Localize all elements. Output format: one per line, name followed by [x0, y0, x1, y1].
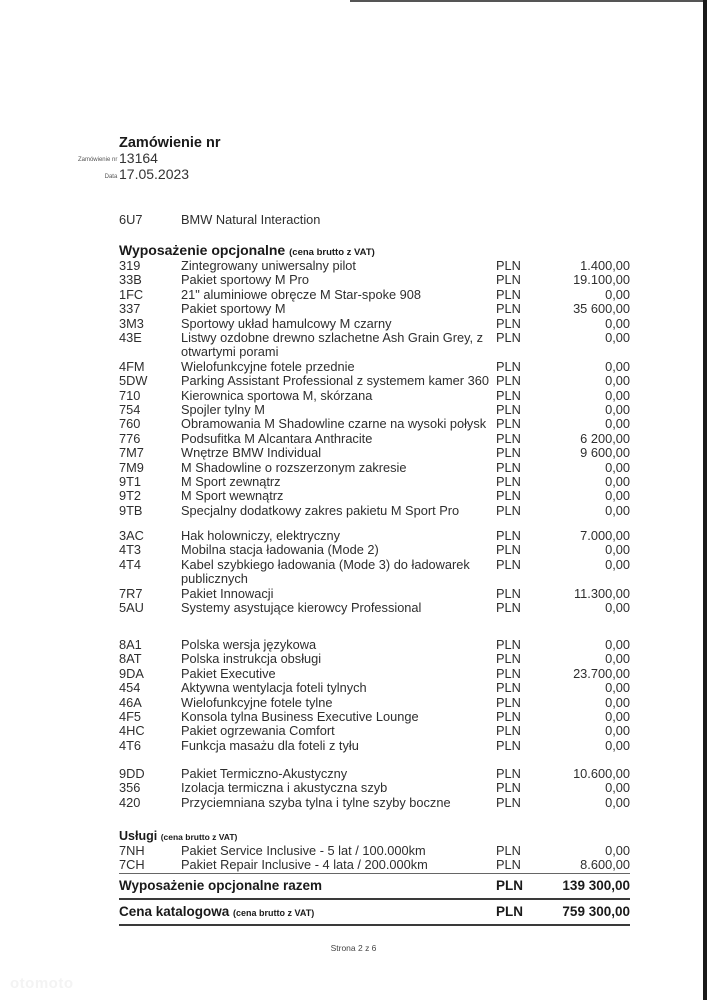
order-number-label — [0, 157, 119, 163]
order-title: Zamówienie nr — [119, 135, 221, 151]
catalog-price-amount: 759 300,00 — [562, 904, 630, 919]
item-currency: PLN — [496, 651, 521, 667]
catalog-label-text: Cena katalogowa — [119, 904, 230, 919]
item-code: 4T3 — [119, 542, 142, 558]
item-row — [119, 403, 630, 417]
item-amount: 9 600,00 — [580, 445, 630, 461]
item-description: Podsufitka M Alcantara Anthracite — [181, 430, 373, 446]
item-amount: 7.000,00 — [580, 528, 630, 543]
item-code: 760 — [119, 416, 141, 432]
item-code: 7M9 — [119, 459, 144, 475]
item-description: Pakiet ogrzewania Comfort — [181, 723, 335, 739]
catalog-price-row — [119, 904, 630, 919]
item-amount: 0,00 — [605, 330, 630, 345]
item-currency: PLN — [496, 794, 521, 810]
item-currency: PLN — [496, 766, 521, 781]
item-row — [119, 389, 630, 403]
item-currency: PLN — [496, 585, 521, 601]
item-code: 4HC — [119, 723, 145, 739]
item-currency: PLN — [496, 387, 521, 403]
item-row — [119, 417, 630, 431]
item-code: 4T4 — [119, 556, 142, 572]
item-amount: 0,00 — [605, 680, 630, 696]
item-description: Sportowy układ hamulcowy M czarny — [181, 315, 392, 331]
item-code: 420 — [119, 794, 141, 810]
item-row — [119, 374, 630, 388]
item-currency: PLN — [496, 723, 521, 739]
optional-total-currency: PLN — [496, 878, 523, 893]
item-row — [119, 302, 630, 316]
item-row-continuation — [119, 345, 630, 359]
item-amount: 0,00 — [605, 402, 630, 417]
item-description: Wielofunkcyjne fotele tylne — [181, 694, 333, 710]
item-code: 3M3 — [119, 315, 144, 331]
item-description: Pakiet sportowy M Pro — [181, 272, 310, 288]
item-amount: 0,00 — [605, 416, 630, 432]
item-description: Aktywna wentylacja foteli tylnych — [181, 680, 367, 696]
item-currency: PLN — [496, 737, 521, 753]
item-code: 337 — [119, 301, 141, 317]
optional-total-label: Wyposażenie opcjonalne razem — [119, 878, 323, 893]
item-row — [119, 652, 630, 666]
optional-equipment-heading — [119, 242, 375, 258]
item-amount: 0,00 — [605, 651, 630, 667]
item-description: Kabel szybkiego ładowania (Mode 3) do ładowarek — [181, 556, 470, 572]
item-row — [119, 681, 630, 695]
services-heading — [119, 829, 237, 843]
item-amount: 0,00 — [605, 737, 630, 753]
item-code: 6U7 — [119, 212, 143, 227]
item-description: Pakiet Executive — [181, 665, 276, 681]
item-code: 4F5 — [119, 709, 142, 724]
service-code: 7CH — [119, 857, 145, 873]
item-description: 21" aluminiowe obręcze M Star-spoke 908 — [181, 286, 421, 302]
item-row — [119, 432, 630, 446]
service-row — [119, 858, 630, 872]
service-description: Pakiet Service Inclusive - 5 lat / 100.000km — [181, 843, 426, 858]
item-code: 7R7 — [119, 585, 143, 601]
item-row — [119, 558, 630, 572]
item-amount: 1.400,00 — [580, 258, 630, 273]
item-code: 43E — [119, 330, 142, 345]
item-code: 3AC — [119, 528, 144, 543]
item-row — [119, 360, 630, 374]
item-row — [119, 767, 630, 781]
item-currency: PLN — [496, 416, 521, 432]
item-amount: 35 600,00 — [573, 301, 630, 317]
item-description: Izolacja termiczna i akustyczna szyb — [181, 780, 388, 796]
item-currency: PLN — [496, 474, 521, 489]
item-row — [119, 475, 630, 489]
item-amount: 0,00 — [605, 387, 630, 403]
item-code: 7M7 — [119, 445, 144, 461]
item-row — [119, 739, 630, 753]
item-amount: 23.700,00 — [573, 665, 630, 681]
item-row — [119, 601, 630, 615]
item-code: 46A — [119, 694, 142, 710]
item-code: 9DD — [119, 766, 145, 781]
item-currency: PLN — [496, 600, 521, 615]
item-description: M Sport zewnątrz — [181, 474, 281, 489]
catalog-price-currency: PLN — [496, 904, 523, 919]
item-row — [119, 587, 630, 601]
services-heading-text: Usługi — [119, 829, 158, 843]
optional-heading-text: Wyposażenie opcjonalne — [119, 242, 286, 258]
item-row — [119, 331, 630, 345]
service-amount: 8.600,00 — [580, 857, 630, 873]
scan-edge-right — [703, 0, 707, 1000]
item-description: Pakiet Termiczno-Akustyczny — [181, 766, 348, 781]
item-amount: 0,00 — [605, 474, 630, 489]
item-description: M Sport wewnątrz — [181, 488, 284, 504]
item-description: Listwy ozdobne drewno szlachetne Ash Grain Grey, z — [181, 330, 484, 345]
item-amount: 11.300,00 — [574, 585, 630, 601]
item-amount: 0,00 — [605, 315, 630, 331]
item-currency: PLN — [496, 430, 521, 446]
item-currency: PLN — [496, 373, 521, 389]
item-code: 9T2 — [119, 488, 142, 504]
item-row — [119, 317, 630, 331]
optional-total-amount: 139 300,00 — [562, 878, 630, 893]
item-code: 4T6 — [119, 737, 142, 753]
item-amount: 0,00 — [605, 694, 630, 710]
item-description: M Shadowline o rozszerzonym zakresie — [181, 459, 407, 475]
item-currency: PLN — [496, 445, 521, 461]
item-row — [119, 696, 630, 710]
order-number: 13164 — [119, 150, 158, 166]
item-amount: 19.100,00 — [573, 272, 630, 288]
item-description: Przyciemniana szyba tylna i tylne szyby boczne — [181, 794, 451, 810]
item-amount: 0,00 — [605, 286, 630, 302]
item-currency: PLN — [496, 680, 521, 696]
item-description: Wielofunkcyjne fotele przednie — [181, 358, 355, 374]
item-currency: PLN — [496, 556, 521, 572]
item-code: 8AT — [119, 651, 142, 667]
item-row — [119, 288, 630, 302]
item-currency: PLN — [496, 286, 521, 302]
service-code: 7NH — [119, 843, 145, 858]
watermark: otomoto — [10, 975, 74, 992]
item-amount: 10.600,00 — [573, 766, 630, 781]
item-description: Parking Assistant Professional z systemem kamer 360 — [181, 373, 489, 389]
date-label-text: Data — [104, 174, 118, 180]
item-code: 454 — [119, 680, 141, 696]
divider — [119, 898, 630, 900]
item-currency: PLN — [496, 272, 521, 288]
item-description-continued: publicznych — [181, 571, 248, 587]
item-code: 5AU — [119, 600, 144, 615]
item-currency: PLN — [496, 709, 521, 724]
item-code: 9T1 — [119, 474, 142, 489]
item-description: Funkcja masażu dla foteli z tyłu — [181, 737, 359, 753]
item-description: Systemy asystujące kierowcy Professional — [181, 600, 422, 615]
item-currency: PLN — [496, 459, 521, 475]
item-amount: 0,00 — [605, 723, 630, 739]
item-currency: PLN — [496, 488, 521, 504]
item-code: 4FM — [119, 358, 145, 374]
date-label — [0, 174, 119, 180]
service-row — [119, 844, 630, 858]
item-description: Polska instrukcja obsługi — [181, 651, 322, 667]
item-code: 1FC — [119, 286, 144, 302]
item-row — [119, 446, 630, 460]
item-code: 356 — [119, 780, 141, 796]
item-currency: PLN — [496, 330, 521, 345]
item-code: 319 — [119, 258, 141, 273]
item-currency: PLN — [496, 542, 521, 558]
item-currency: PLN — [496, 502, 521, 518]
item-description: Mobilna stacja ładowania (Mode 2) — [181, 542, 379, 558]
item-description: Spojler tylny M — [181, 402, 265, 417]
item-currency: PLN — [496, 694, 521, 710]
item-description: Polska wersja językowa — [181, 637, 317, 652]
item-currency: PLN — [496, 258, 521, 273]
item-row — [119, 543, 630, 557]
item-amount: 0,00 — [605, 600, 630, 615]
item-row-continuation — [119, 572, 630, 586]
item-code: 33B — [119, 272, 142, 288]
item-row — [119, 796, 630, 810]
intro-item-row — [119, 213, 630, 227]
item-row — [119, 259, 630, 273]
item-amount: 0,00 — [605, 780, 630, 796]
item-description-continued: otwartymi porami — [181, 344, 279, 360]
item-row — [119, 710, 630, 724]
item-description: Konsola tylna Business Executive Lounge — [181, 709, 419, 724]
item-description: Pakiet sportowy M — [181, 301, 286, 317]
catalog-price-label — [119, 904, 314, 919]
item-amount: 0,00 — [605, 459, 630, 475]
service-currency: PLN — [496, 843, 521, 858]
item-row — [119, 667, 630, 681]
item-row — [119, 504, 630, 518]
page-number: Strona 2 z 6 — [330, 943, 377, 953]
item-currency: PLN — [496, 315, 521, 331]
item-code: 776 — [119, 430, 141, 446]
item-amount: 0,00 — [605, 637, 630, 652]
item-amount: 0,00 — [605, 502, 630, 518]
item-currency: PLN — [496, 301, 521, 317]
item-amount: 0,00 — [605, 556, 630, 572]
scan-edge-top — [350, 0, 707, 2]
item-row — [119, 638, 630, 652]
optional-heading-note: (cena brutto z VAT) — [289, 247, 375, 258]
item-description: BMW Natural Interaction — [181, 212, 321, 227]
item-row — [119, 724, 630, 738]
item-description: Kierownica sportowa M, skórzana — [181, 387, 373, 403]
order-number-label-text: Zamówienie nr — [77, 157, 118, 163]
item-row — [119, 461, 630, 475]
item-row — [119, 489, 630, 503]
divider — [119, 873, 630, 874]
item-row — [119, 529, 630, 543]
optional-total-row — [119, 878, 630, 893]
item-code: 8A1 — [119, 637, 142, 652]
item-description: Wnętrze BMW Individual — [181, 445, 322, 461]
item-amount: 6 200,00 — [580, 430, 630, 446]
item-description: Zintegrowany uniwersalny pilot — [181, 258, 356, 273]
item-currency: PLN — [496, 665, 521, 681]
item-code: 5DW — [119, 373, 148, 389]
item-code: 754 — [119, 402, 141, 417]
item-description: Specjalny dodatkowy zakres pakietu M Sport Pro — [181, 502, 460, 518]
item-row — [119, 781, 630, 795]
item-amount: 0,00 — [605, 542, 630, 558]
item-currency: PLN — [496, 402, 521, 417]
order-date: 17.05.2023 — [119, 166, 190, 182]
item-code: 9TB — [119, 502, 143, 518]
services-heading-note: (cena brutto z VAT) — [160, 832, 238, 842]
item-description: Obramowania M Shadowline czarne na wysoki połysk — [181, 416, 487, 432]
item-amount: 0,00 — [605, 358, 630, 374]
service-amount: 0,00 — [605, 843, 630, 858]
item-description: Pakiet Innowacji — [181, 585, 274, 601]
item-amount: 0,00 — [605, 709, 630, 724]
catalog-label-note: (cena brutto z VAT) — [233, 908, 315, 918]
service-currency: PLN — [496, 857, 521, 873]
item-currency: PLN — [496, 637, 521, 652]
item-amount: 0,00 — [605, 794, 630, 810]
item-amount: 0,00 — [605, 373, 630, 389]
item-code: 9DA — [119, 665, 144, 681]
item-amount: 0,00 — [605, 488, 630, 504]
item-currency: PLN — [496, 528, 521, 543]
divider — [119, 924, 630, 926]
item-row — [119, 273, 630, 287]
item-currency: PLN — [496, 780, 521, 796]
service-description: Pakiet Repair Inclusive - 4 lata / 200.000km — [181, 857, 428, 873]
item-currency: PLN — [496, 358, 521, 374]
item-code: 710 — [119, 387, 141, 403]
item-description: Hak holowniczy, elektryczny — [181, 528, 341, 543]
